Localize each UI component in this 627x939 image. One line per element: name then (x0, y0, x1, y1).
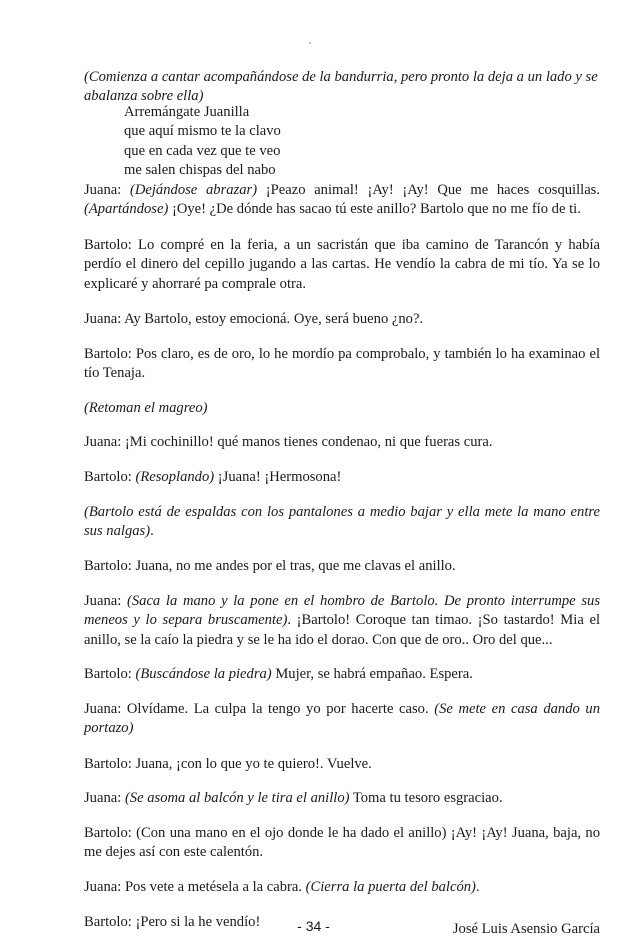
dialogue-paragraph (84, 665, 600, 684)
stage-direction: (Bartolo está de espaldas con los pantalones a medio bajar y ella mete la mano entre sus nalgas) (84, 504, 600, 540)
stage-direction: (Buscándose la piedra) (135, 666, 272, 682)
dialogue-paragraph: Bartolo: ¡Pero si la he vendío! (84, 914, 261, 930)
dialogue-paragraph (84, 700, 600, 739)
speaker-label: Bartolo: (84, 666, 136, 682)
dialogue-paragraph: Bartolo: Juana, no me andes por el tras, que me clavas el anillo. (84, 558, 456, 574)
dialogue-text: ¡Peazo animal! ¡Ay! ¡Ay! Que me haces cosquillas. (257, 182, 601, 198)
dialogue-paragraph: Bartolo: Pos claro, es de oro, lo he mordío pa comprobalo, y también lo ha examinao el tío Tenaja. (84, 346, 600, 382)
dialogue-paragraph (84, 878, 600, 897)
dialogue-paragraph (84, 181, 600, 220)
verse-line: que en cada vez que te veo (124, 142, 281, 159)
stage-direction: (Apartándose) (84, 201, 169, 218)
dialogue-text: Pos vete a metésela a la cabra. (124, 879, 306, 895)
dialogue-paragraph (84, 789, 600, 808)
speaker-label: Juana: (84, 701, 127, 717)
dialogue-text: Mujer, se habrá empañao. Espera. (271, 666, 473, 682)
stage-direction: (Cierra la puerta del balcón) (305, 879, 476, 895)
verse-line: que aquí mismo te la clavo (124, 123, 281, 140)
dialogue-paragraph: Juana: ¡Mi cochinillo! qué manos tienes condenao, ni que fueras cura. (84, 434, 493, 450)
stage-direction: (Dejándose abrazar) (130, 182, 258, 198)
speaker-label: Juana: (84, 790, 125, 806)
dialogue-paragraph: Bartolo: (Con una mano en el ojo donde le ha dado el anillo) ¡Ay! ¡Ay! Juana, baja, no me dejes así con este calentón. (84, 825, 600, 861)
stage-direction-opening: (Comienza a cantar acompañándose de la bandurria, pero pronto la deja a un lado y se abalanza sobre ella) (84, 69, 598, 105)
stage-direction: (Retoman el magreo) (84, 400, 208, 416)
speaker-label: Juana: (84, 182, 130, 198)
stage-direction-paragraph (84, 503, 600, 542)
dialogue-text: ¡Juana! ¡Hermosona! (214, 469, 342, 485)
dialogue-paragraph (84, 468, 600, 487)
page-number: - 34 - (297, 918, 330, 934)
stage-direction: (Saca la mano y la pone en el hombro de Bartolo. De pronto interrumpe sus meneos y lo separa bruscamente) (84, 593, 601, 629)
stage-direction: (Se asoma al balcón y le tira el anillo) (124, 790, 350, 806)
scan-speck (309, 42, 311, 44)
verse-line: Arremángate Juanilla (124, 104, 250, 120)
dialogue-paragraph (84, 592, 600, 650)
song-verse (124, 103, 281, 180)
dialogue-paragraph: Bartolo: Lo compré en la feria, a un sacristán que iba camino de Tarancón y había perdío el dinero del cepillo jugando a las cartas. He vendío la cabra de mi tío. Ya se lo explicaré y ahorraré pa comprale otra. (84, 237, 600, 292)
dialogue-text: ¡Oye! ¿De dónde has sacao tú este anillo? Bartolo que no me fío de ti. (168, 201, 581, 218)
speaker-label: Juana: (84, 879, 125, 895)
dialogue-text: Toma tu tesoro esgraciao. (349, 790, 503, 806)
dialogue-text: Olvídame. La culpa la tengo yo por hacerte caso. (126, 701, 435, 717)
verse-line: me salen chispas del nabo (124, 161, 276, 178)
speaker-label: Bartolo: (84, 469, 136, 485)
author-signature: José Luis Asensio García (452, 921, 600, 937)
stage-direction: (Resoplando) (135, 469, 215, 485)
punctuation: . (475, 879, 480, 895)
punctuation: . (150, 523, 154, 540)
dialogue-paragraph: Juana: Ay Bartolo, estoy emocioná. Oye, será bueno ¿no?. (84, 311, 424, 327)
dialogue-paragraph: Bartolo: Juana, ¡con lo que yo te quiero!. Vuelve. (84, 756, 372, 772)
dialogue-text: . ¡Bartolo! Coroque tan timao. ¡So tastardo! Mia el anillo, se la caío la piedra y se le ha ido el dorao. Con que de oro.. Oro del que... (84, 612, 600, 648)
stage-direction: (Se mete en casa dando un portazo) (84, 701, 600, 737)
speaker-label: Juana: (84, 593, 127, 609)
